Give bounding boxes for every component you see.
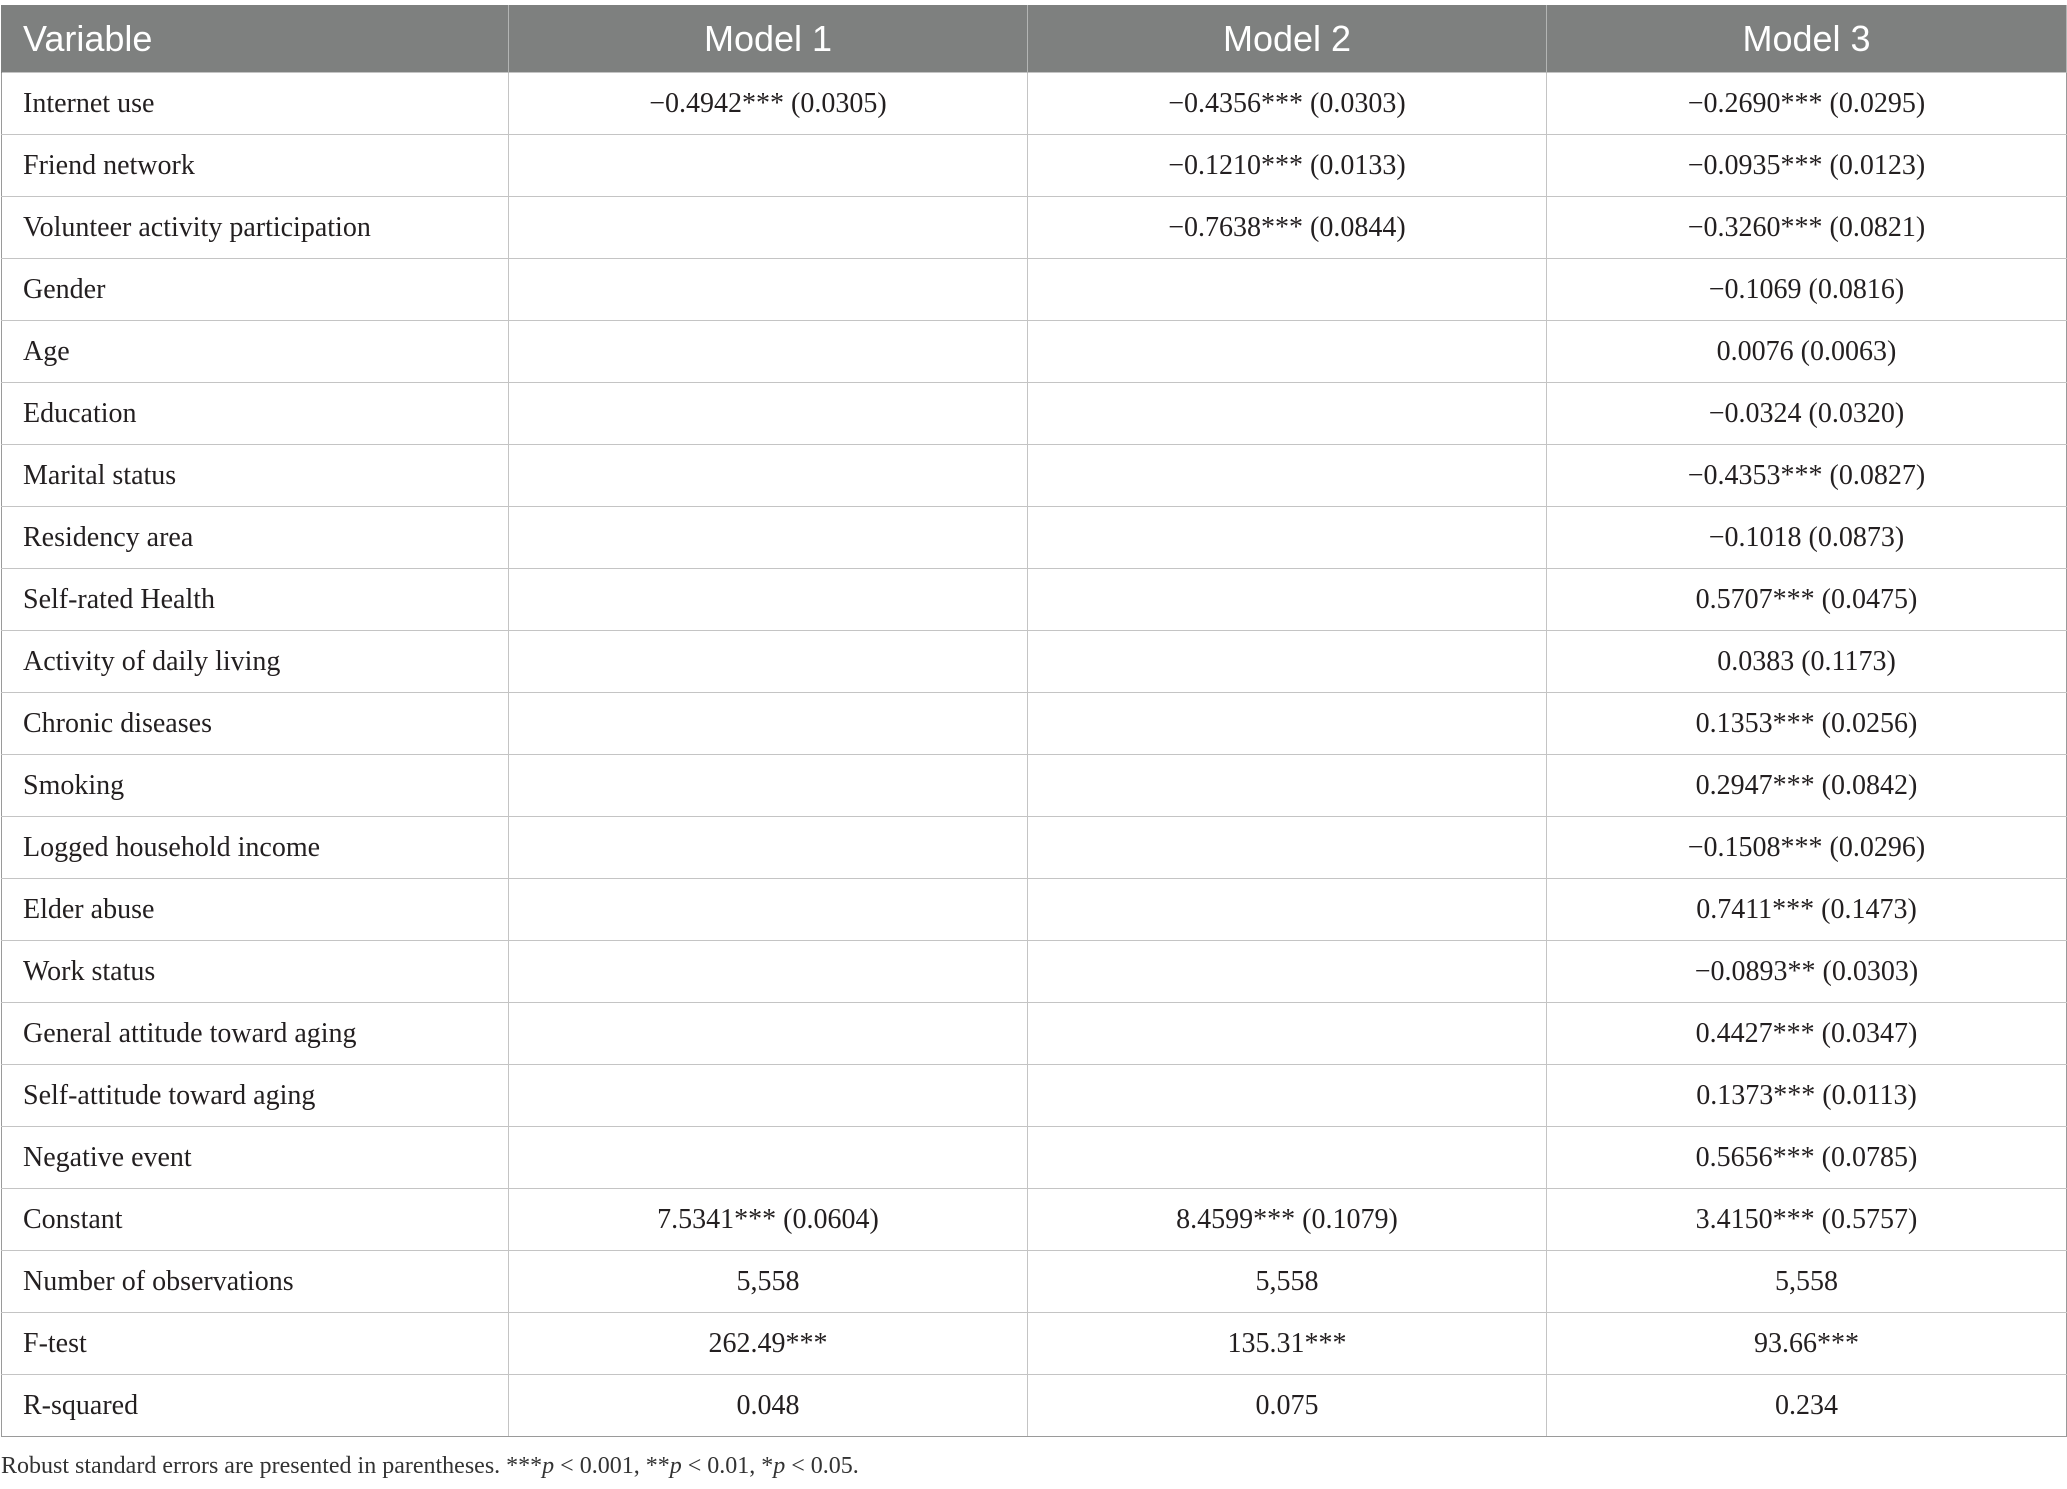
header-cell-model-3: Model 3 bbox=[1547, 6, 2067, 73]
variable-cell: Smoking bbox=[2, 755, 509, 817]
model-3-cell: 0.4427*** (0.0347) bbox=[1547, 1003, 2067, 1065]
model-1-cell: 7.5341*** (0.0604) bbox=[509, 1189, 1028, 1251]
variable-cell: Gender bbox=[2, 259, 509, 321]
variable-cell: F-test bbox=[2, 1313, 509, 1375]
model-2-cell: 0.075 bbox=[1028, 1375, 1547, 1437]
table-row bbox=[2, 507, 2067, 569]
table-row bbox=[2, 73, 2067, 135]
table-row bbox=[2, 941, 2067, 1003]
model-1-cell bbox=[509, 569, 1028, 631]
model-3-cell: 5,558 bbox=[1547, 1251, 2067, 1313]
variable-cell: Elder abuse bbox=[2, 879, 509, 941]
variable-cell: Logged household income bbox=[2, 817, 509, 879]
model-1-cell bbox=[509, 1127, 1028, 1189]
header-row bbox=[2, 6, 2067, 73]
variable-cell: Internet use bbox=[2, 73, 509, 135]
table-row bbox=[2, 1313, 2067, 1375]
variable-cell: Education bbox=[2, 383, 509, 445]
model-3-cell: 0.234 bbox=[1547, 1375, 2067, 1437]
header-cell-variable: Variable bbox=[2, 6, 509, 73]
model-3-cell: 0.5707*** (0.0475) bbox=[1547, 569, 2067, 631]
model-3-cell: 0.1353*** (0.0256) bbox=[1547, 693, 2067, 755]
table-row bbox=[2, 569, 2067, 631]
table-header bbox=[2, 6, 2067, 73]
model-2-cell bbox=[1028, 321, 1547, 383]
model-1-cell bbox=[509, 817, 1028, 879]
model-2-cell bbox=[1028, 259, 1547, 321]
table-row bbox=[2, 879, 2067, 941]
model-1-cell bbox=[509, 507, 1028, 569]
variable-cell: Age bbox=[2, 321, 509, 383]
table-body bbox=[2, 73, 2067, 1437]
model-2-cell bbox=[1028, 817, 1547, 879]
model-2-cell: −0.1210*** (0.0133) bbox=[1028, 135, 1547, 197]
table-row bbox=[2, 135, 2067, 197]
model-3-cell: 3.4150*** (0.5757) bbox=[1547, 1189, 2067, 1251]
table-row bbox=[2, 259, 2067, 321]
variable-cell: Number of observations bbox=[2, 1251, 509, 1313]
table-row bbox=[2, 631, 2067, 693]
model-2-cell: 5,558 bbox=[1028, 1251, 1547, 1313]
model-3-cell: −0.4353*** (0.0827) bbox=[1547, 445, 2067, 507]
footnote-p-symbol: p bbox=[542, 1453, 555, 1479]
variable-cell: Negative event bbox=[2, 1127, 509, 1189]
model-3-cell: 0.0076 (0.0063) bbox=[1547, 321, 2067, 383]
variable-cell: Self-attitude toward aging bbox=[2, 1065, 509, 1127]
variable-cell: Residency area bbox=[2, 507, 509, 569]
model-3-cell: −0.1508*** (0.0296) bbox=[1547, 817, 2067, 879]
variable-cell: Volunteer activity participation bbox=[2, 197, 509, 259]
model-1-cell bbox=[509, 941, 1028, 1003]
model-1-cell: 262.49*** bbox=[509, 1313, 1028, 1375]
model-2-cell bbox=[1028, 941, 1547, 1003]
model-1-cell bbox=[509, 383, 1028, 445]
table-row bbox=[2, 693, 2067, 755]
table-row bbox=[2, 817, 2067, 879]
variable-cell: Friend network bbox=[2, 135, 509, 197]
table-row bbox=[2, 1189, 2067, 1251]
model-1-cell bbox=[509, 197, 1028, 259]
variable-cell: Constant bbox=[2, 1189, 509, 1251]
model-1-cell bbox=[509, 1003, 1028, 1065]
model-1-cell bbox=[509, 321, 1028, 383]
model-3-cell: 0.7411*** (0.1473) bbox=[1547, 879, 2067, 941]
model-3-cell: 0.2947*** (0.0842) bbox=[1547, 755, 2067, 817]
table-row bbox=[2, 1127, 2067, 1189]
model-3-cell: −0.0935*** (0.0123) bbox=[1547, 135, 2067, 197]
variable-cell: General attitude toward aging bbox=[2, 1003, 509, 1065]
model-1-cell: 5,558 bbox=[509, 1251, 1028, 1313]
table-row bbox=[2, 321, 2067, 383]
model-1-cell bbox=[509, 135, 1028, 197]
model-2-cell bbox=[1028, 445, 1547, 507]
table-row bbox=[2, 197, 2067, 259]
model-2-cell bbox=[1028, 1127, 1547, 1189]
footnote-text: < 0.01, * bbox=[681, 1453, 774, 1479]
variable-cell: Activity of daily living bbox=[2, 631, 509, 693]
model-3-cell: −0.2690*** (0.0295) bbox=[1547, 73, 2067, 135]
table-row bbox=[2, 755, 2067, 817]
footnote-text: Robust standard errors are presented in parentheses. *** bbox=[1, 1453, 543, 1479]
variable-cell: Self-rated Health bbox=[2, 569, 509, 631]
model-2-cell bbox=[1028, 507, 1547, 569]
model-2-cell bbox=[1028, 1003, 1547, 1065]
table-row bbox=[2, 1003, 2067, 1065]
model-1-cell bbox=[509, 445, 1028, 507]
model-2-cell bbox=[1028, 693, 1547, 755]
footnote-p-symbol: p bbox=[669, 1453, 682, 1479]
model-3-cell: −0.1069 (0.0816) bbox=[1547, 259, 2067, 321]
model-3-cell: 0.5656*** (0.0785) bbox=[1547, 1127, 2067, 1189]
variable-cell: Chronic diseases bbox=[2, 693, 509, 755]
model-2-cell: −0.4356*** (0.0303) bbox=[1028, 73, 1547, 135]
footnote-text: < 0.05. bbox=[785, 1453, 859, 1479]
table-row bbox=[2, 383, 2067, 445]
model-3-cell: 0.1373*** (0.0113) bbox=[1547, 1065, 2067, 1127]
model-1-cell bbox=[509, 631, 1028, 693]
model-2-cell bbox=[1028, 755, 1547, 817]
table-footnote bbox=[1, 1451, 2061, 1481]
model-2-cell bbox=[1028, 383, 1547, 445]
model-2-cell bbox=[1028, 631, 1547, 693]
table-row bbox=[2, 1375, 2067, 1437]
model-3-cell: −0.0893** (0.0303) bbox=[1547, 941, 2067, 1003]
model-2-cell: 135.31*** bbox=[1028, 1313, 1547, 1375]
model-2-cell bbox=[1028, 879, 1547, 941]
header-cell-model-2: Model 2 bbox=[1028, 6, 1547, 73]
model-3-cell: 93.66*** bbox=[1547, 1313, 2067, 1375]
model-1-cell: −0.4942*** (0.0305) bbox=[509, 73, 1028, 135]
variable-cell: Work status bbox=[2, 941, 509, 1003]
model-1-cell bbox=[509, 693, 1028, 755]
model-2-cell bbox=[1028, 1065, 1547, 1127]
variable-cell: R-squared bbox=[2, 1375, 509, 1437]
variable-cell: Marital status bbox=[2, 445, 509, 507]
model-2-cell: 8.4599*** (0.1079) bbox=[1028, 1189, 1547, 1251]
model-3-cell: −0.0324 (0.0320) bbox=[1547, 383, 2067, 445]
model-2-cell bbox=[1028, 569, 1547, 631]
model-1-cell: 0.048 bbox=[509, 1375, 1028, 1437]
table-row bbox=[2, 1251, 2067, 1313]
regression-results-table bbox=[1, 5, 2067, 1437]
model-2-cell: −0.7638*** (0.0844) bbox=[1028, 197, 1547, 259]
model-3-cell: 0.0383 (0.1173) bbox=[1547, 631, 2067, 693]
model-3-cell: −0.3260*** (0.0821) bbox=[1547, 197, 2067, 259]
model-1-cell bbox=[509, 1065, 1028, 1127]
model-1-cell bbox=[509, 879, 1028, 941]
table-row bbox=[2, 1065, 2067, 1127]
table-row bbox=[2, 445, 2067, 507]
model-3-cell: −0.1018 (0.0873) bbox=[1547, 507, 2067, 569]
footnote-p-symbol: p bbox=[773, 1453, 786, 1479]
model-1-cell bbox=[509, 259, 1028, 321]
header-cell-model-1: Model 1 bbox=[509, 6, 1028, 73]
model-1-cell bbox=[509, 755, 1028, 817]
footnote-text: < 0.001, ** bbox=[554, 1453, 670, 1479]
